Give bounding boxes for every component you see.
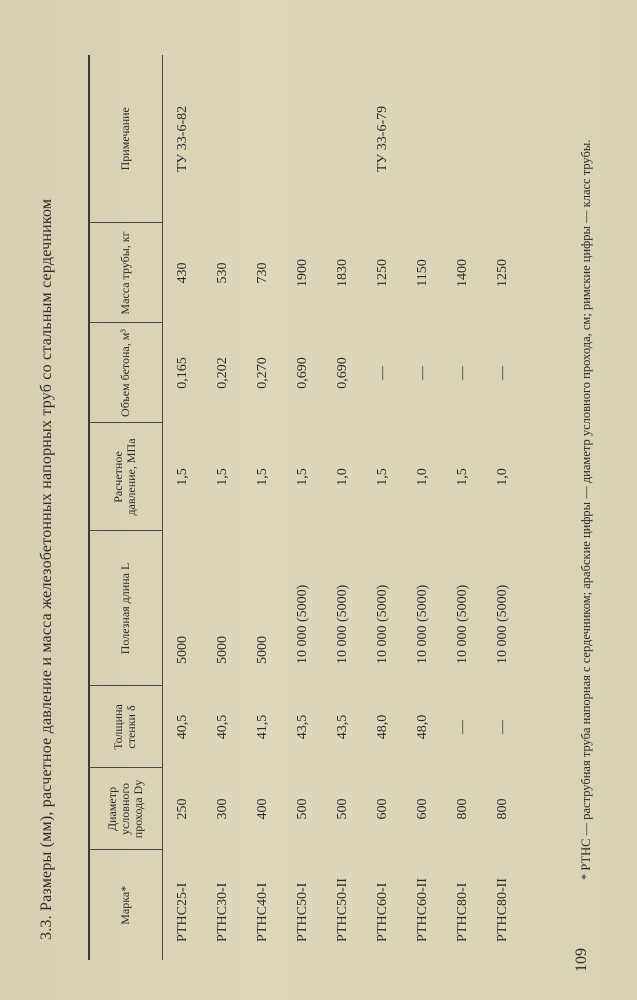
cell-note <box>323 55 363 223</box>
table-title: 3.3. Размеры (мм), расчетное давление и масса железобетонных напорных труб со стальным сердечником <box>38 198 55 940</box>
col-header-pressure: Расчетное давление, МПа <box>88 423 163 531</box>
cell-mass: 1150 <box>415 259 430 287</box>
col-header-mark: Марка* <box>88 850 163 960</box>
cell-length: 5000 <box>175 636 190 664</box>
cell-wall: — <box>495 720 510 734</box>
table-row <box>443 55 483 960</box>
cell-pressure: 1,5 <box>215 468 230 486</box>
cell-mass: 1400 <box>455 259 470 287</box>
col-header-note: Примечание <box>88 55 163 223</box>
cell-wall: 41,5 <box>255 714 270 740</box>
cell-pressure: 1,0 <box>415 468 430 486</box>
cell-mark: РТНС50-I <box>295 882 310 942</box>
cell-volume: — <box>495 366 510 380</box>
cell-diameter: 400 <box>255 798 270 820</box>
cell-diameter: 800 <box>455 798 470 820</box>
cell-mark: РТНС60-II <box>415 878 430 942</box>
data-table <box>88 55 523 960</box>
cell-length: 5000 <box>255 636 270 664</box>
cell-pressure: 1,5 <box>175 468 190 486</box>
cell-pressure: 1,0 <box>495 468 510 486</box>
table-row <box>283 55 323 960</box>
footnote: * РТНС — раструбная труба напорная с сердечником; арабские цифры — диаметр условного прохода, см; римские цифры — класс трубы. <box>579 139 593 880</box>
cell-note <box>483 55 523 223</box>
cell-mass: 530 <box>215 262 230 284</box>
cell-diameter: 300 <box>215 798 230 820</box>
table-row <box>323 55 363 960</box>
cell-volume: 0,270 <box>255 357 270 389</box>
cell-mark: РТНС25-I <box>175 882 190 942</box>
cell-mass: 430 <box>175 262 190 284</box>
cell-wall: — <box>455 720 470 734</box>
cell-note <box>203 55 243 223</box>
cell-mark: РТНС80-II <box>495 878 510 942</box>
header-row <box>88 55 163 960</box>
cell-length: 5000 <box>215 636 230 664</box>
cell-length: 10 000 (5000) <box>375 584 390 664</box>
cell-pressure: 1,5 <box>455 468 470 486</box>
col-header-diameter: Диаметр условного прохода Dу <box>88 768 163 850</box>
cell-wall: 48,0 <box>375 714 390 740</box>
cell-mark: РТНС30-I <box>215 882 230 942</box>
cell-pressure: 1,5 <box>295 468 310 486</box>
cell-note <box>243 55 283 223</box>
cell-diameter: 250 <box>175 798 190 820</box>
col-header-wall: Толщина стенки δ <box>88 686 163 768</box>
cell-wall: 43,5 <box>295 714 310 740</box>
page-number: 109 <box>573 948 590 972</box>
cell-mass: 730 <box>255 262 270 284</box>
cell-pressure: 1,5 <box>375 468 390 486</box>
cell-length: 10 000 (5000) <box>495 584 510 664</box>
cell-diameter: 600 <box>375 798 390 820</box>
col-header-length: Полезная длина L <box>88 531 163 686</box>
col-header-mass: Масса трубы, кг <box>88 223 163 323</box>
table-row <box>243 55 283 960</box>
col-header-volume: Объем бетона, м³ <box>88 323 163 423</box>
cell-volume: 0,165 <box>175 357 190 389</box>
cell-length: 10 000 (5000) <box>335 584 350 664</box>
cell-mass: 1900 <box>295 259 310 287</box>
cell-wall: 40,5 <box>175 714 190 740</box>
cell-mark: РТНС50-II <box>335 878 350 942</box>
cell-volume: — <box>375 366 390 380</box>
cell-diameter: 600 <box>415 798 430 820</box>
cell-note <box>283 55 323 223</box>
cell-wall: 48,0 <box>415 714 430 740</box>
rotated-content <box>0 20 637 980</box>
cell-note <box>403 55 443 223</box>
cell-wall: 43,5 <box>335 714 350 740</box>
cell-note: ТУ 33-6-79 <box>375 105 390 173</box>
cell-volume: 0,690 <box>295 357 310 389</box>
table-row <box>163 55 204 960</box>
cell-diameter: 500 <box>295 798 310 820</box>
cell-mark: РТНС60-I <box>375 882 390 942</box>
cell-volume: 0,690 <box>335 357 350 389</box>
cell-mass: 1250 <box>495 259 510 287</box>
table-row <box>363 55 403 960</box>
cell-mark: РТНС40-I <box>255 882 270 942</box>
table-row <box>483 55 523 960</box>
cell-mass: 1250 <box>375 259 390 287</box>
cell-note <box>443 55 483 223</box>
cell-diameter: 800 <box>495 798 510 820</box>
cell-pressure: 1,0 <box>335 468 350 486</box>
cell-pressure: 1,5 <box>255 468 270 486</box>
table-row <box>203 55 243 960</box>
cell-diameter: 500 <box>335 798 350 820</box>
cell-volume: — <box>455 366 470 380</box>
cell-wall: 40,5 <box>215 714 230 740</box>
cell-length: 10 000 (5000) <box>415 584 430 664</box>
cell-length: 10 000 (5000) <box>295 584 310 664</box>
table-row <box>403 55 443 960</box>
cell-note: ТУ 33-6-82 <box>175 105 190 173</box>
cell-mark: РТНС80-I <box>455 882 470 942</box>
cell-volume: — <box>415 366 430 380</box>
cell-volume: 0,202 <box>215 357 230 389</box>
cell-mass: 1830 <box>335 259 350 287</box>
cell-length: 10 000 (5000) <box>455 584 470 664</box>
